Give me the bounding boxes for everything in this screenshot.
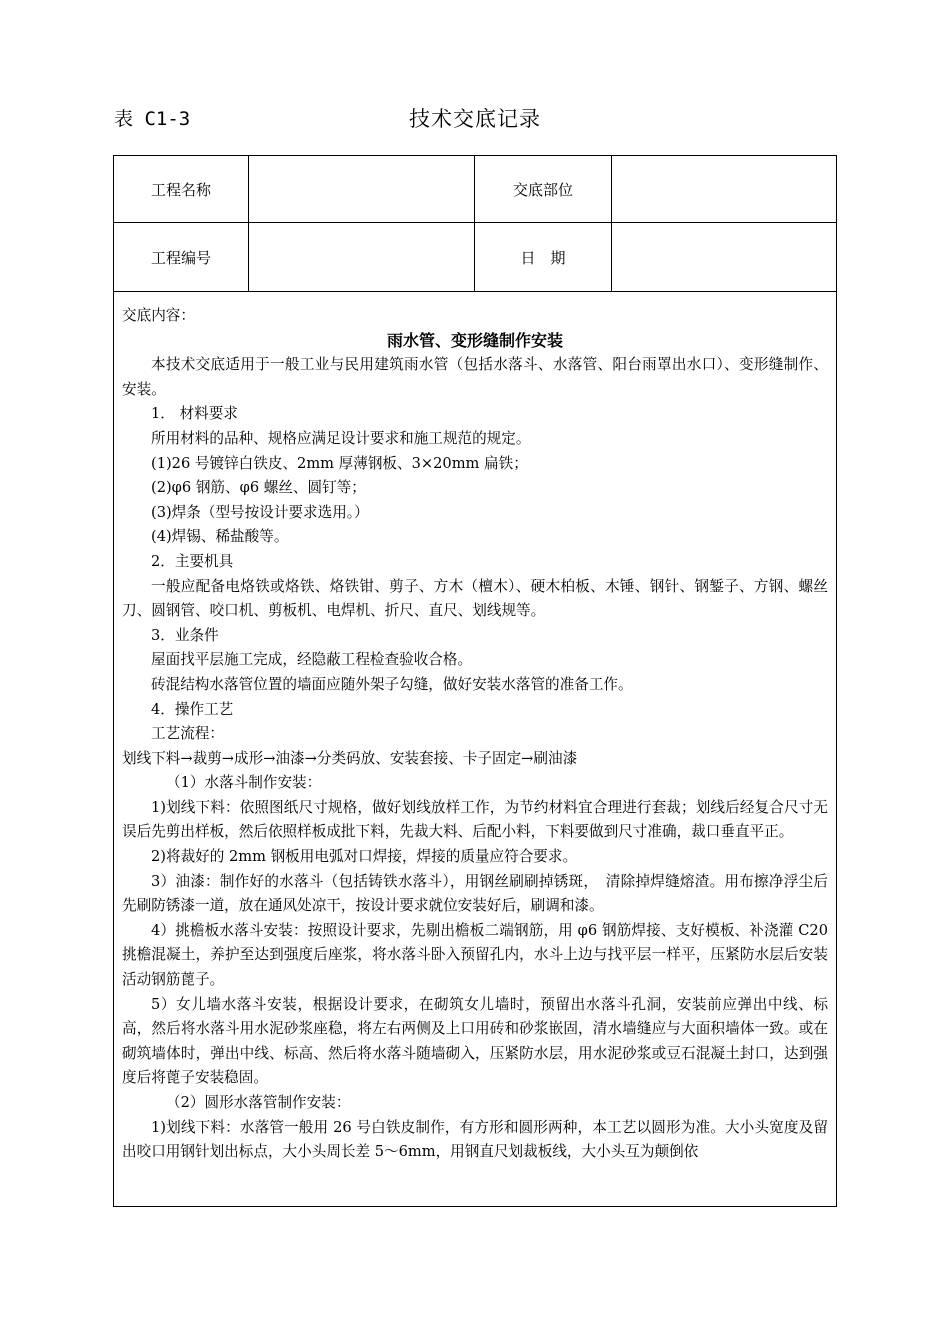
paragraph: 屋面找平层施工完成，经隐蔽工程检查验收合格。: [151, 651, 473, 669]
paragraph: 2．主要机具: [151, 552, 234, 570]
record-table: [113, 155, 837, 1207]
paragraph: 1)划线下料：依照图纸尺寸规格，做好划线放样工作，为节约材料宜合理进行套裁；划线后经复合尺寸无误后先剪出样板，然后依照样板成批下料，先裁大料、后配小料，下料要做到尺寸准确，裁口垂直平正。: [122, 798, 828, 841]
location-label: 交底部位: [475, 156, 612, 222]
table-row: [114, 156, 836, 223]
paragraph: 工艺流程：: [151, 725, 224, 743]
project-name-label: 工程名称: [114, 156, 249, 222]
page-title: 技术交底记录: [409, 107, 541, 131]
intro-label: 交底内容：: [122, 307, 195, 324]
paragraph: 一般应配备电烙铁或烙铁、烙铁钳、剪子、方木（檀木）、硬木柏板、木锤、钢针、钢錾子、方钢、螺丝刀、圆钢管、咬口机、剪板机、电焊机、折尺、直尺、划线规等。: [122, 577, 828, 620]
paragraph: (4)焊锡、稀盐酸等。: [151, 528, 289, 546]
paragraph: （2）圆形水落管制作安装：: [166, 1094, 351, 1111]
paragraph: 1． 材料要求: [151, 405, 238, 423]
date-field[interactable]: [612, 223, 836, 291]
paragraph: (3)焊条（型号按设计要求选用。）: [151, 503, 369, 521]
disclosure-content: [122, 304, 828, 1165]
paragraph: 1)划线下料：水落管一般用 26 号白铁皮制作，有方形和圆形两种，本工艺以圆形为准。大小头宽度及留出咬口用钢针划出标点，大小头周长差 5～6mm，用钢直尺划裁板线，大小头互为颠倒依: [122, 1118, 828, 1161]
paragraph: 3）油漆：制作好的水落斗（包括铸铁水落斗），用钢丝刷刷掉锈斑， 清除掉焊缝熔渣。用布擦净浮尘后先刷防锈漆一道，放在通风处凉干，按设计要求就位安装好后，刷调和漆。: [122, 872, 828, 915]
paragraph: (1)26 号镀锌白铁皮、2mm 厚薄钢板、3×20mm 扁铁；: [151, 454, 528, 472]
process-flow: 划线下料→裁剪→成形→油漆→分类码放、安装套接、卡子固定→刷油漆: [122, 749, 578, 767]
paragraph: 5）女儿墙水落斗安装，根据设计要求，在砌筑女儿墙时，预留出水落斗孔洞，安装前应弹出中线、标高，然后将水落斗用水泥砂浆座稳，将左右两侧及上口用砖和砂浆嵌固，清水墙缝应与大面积墙体一致。或在砌筑墙体时，弹出中线、标高、然后将水落斗随墙砌入，压紧防水层，用水泥砂浆或豆石混凝土封口，达到强度后将蓖子安装稳固。: [122, 995, 828, 1087]
project-no-label: 工程编号: [114, 223, 249, 291]
section-title: 雨水管、变形缝制作安装: [386, 330, 563, 350]
location-field[interactable]: [612, 156, 836, 222]
form-code: 表 C1-3: [114, 108, 191, 130]
paragraph: 4．操作工艺: [151, 700, 234, 718]
table-row: [114, 223, 836, 292]
paragraph: 所用材料的品种、规格应满足设计要求和施工规范的规定。: [151, 429, 531, 447]
paragraph: 3．业条件: [151, 626, 219, 644]
paragraph: 2)将裁好的 2mm 钢板用电弧对口焊接，焊接的质量应符合要求。: [151, 848, 578, 866]
project-name-field[interactable]: [249, 156, 475, 222]
project-no-field[interactable]: [249, 223, 475, 291]
paragraph: (2)φ6 钢筋、φ6 螺丝、圆钉等；: [151, 479, 366, 497]
paragraph: 砖混结构水落管位置的墙面应随外架子勾缝，做好安装水落管的准备工作。: [151, 675, 633, 693]
paragraph: 本技术交底适用于一般工业与民用建筑雨水管（包括水落斗、水落管、阳台雨罩出水口）、变形缝制作、安装。: [122, 356, 828, 398]
paragraph: （1）水落斗制作安装：: [166, 774, 322, 792]
date-label: 日 期: [475, 223, 612, 291]
paragraph: 4）挑檐板水落斗安装：按照设计要求，先剔出檐板二端钢筋，用 φ6 钢筋焊接、支好模板、补浇灌 C20 挑檐混凝土，养护至达到强度后座浆，将水落斗卧入预留孔内，水斗上边与找平层一样平，压紧防水层后安装活动钢筋蓖子。: [122, 921, 828, 989]
